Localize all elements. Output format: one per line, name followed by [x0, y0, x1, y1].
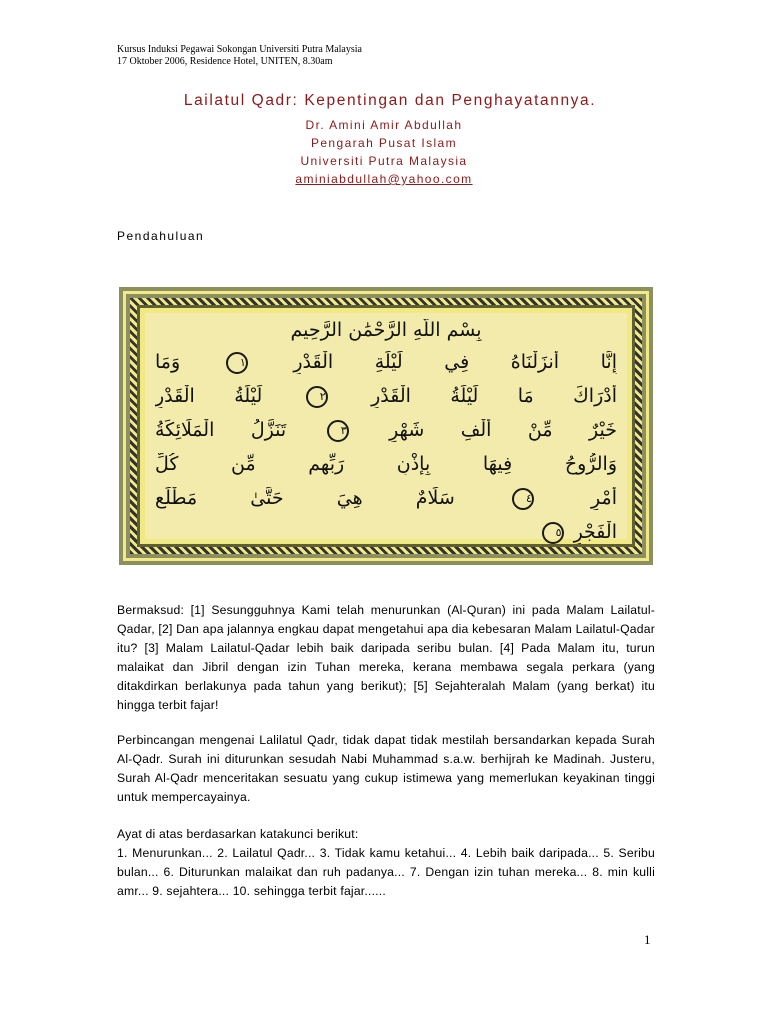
verse-text: سَلَامٌ هِيَ حَتَّىٰ مَطْلَعِ: [155, 487, 455, 509]
verse-text: إِنَّا أَنزَلْنَاهُ فِي لَيْلَةِ الْقَدْرِ: [293, 351, 617, 373]
document-title: Lailatul Qadr: Kepentingan dan Penghayatannya.: [183, 92, 597, 109]
page-number: 1: [644, 932, 651, 947]
title-block: [0, 92, 768, 188]
verse-text: أَمْرٍ: [591, 487, 617, 509]
verse-number-marker: ٤: [512, 488, 534, 510]
verse-text: تَنَزَّلُ الْمَلَائِكَةُ: [155, 419, 287, 441]
verse-text: لَيْلَةُ الْقَدْرِ: [155, 385, 263, 407]
header-course-line: Kursus Induksi Pegawai Sokongan Universiti Putra Malaysia: [117, 44, 362, 55]
keywords-intro: Ayat di atas berdasarkan katakunci berikut:: [117, 827, 359, 841]
keywords-list: 1. Menurunkan... 2. Lailatul Qadr... 3. Tidak kamu ketahui... 4. Lebih baik daripada... 5. Seribu bulan... 6. Diturunkan malaikat dan ruh padanya... 7. Dengan izin tuhan mereka... 8. min kulli amr... 9. sejahtera... 10. sehingga terbit fajar......: [117, 846, 655, 898]
verse-number-marker: ٥: [542, 522, 564, 544]
verse-text: أَدْرَاكَ مَا لَيْلَةُ الْقَدْرِ: [371, 385, 617, 407]
header-date-line: 17 Oktober 2006, Residence Hotel, UNITEN, 8.30am: [117, 56, 333, 67]
author-name: Dr. Amini Amir Abdullah: [305, 118, 463, 132]
section-heading: Pendahuluan: [117, 229, 205, 243]
verse-text: الْفَجْرِ: [573, 521, 617, 543]
author-position: Pengarah Pusat Islam: [310, 136, 458, 150]
verse-number-marker: ١: [226, 352, 248, 374]
verse-number-marker: ٣: [327, 420, 349, 442]
verse-panel: [145, 313, 627, 543]
author-institution: Universiti Putra Malaysia: [300, 154, 468, 168]
verse-text: خَيْرٌ مِّنْ أَلْفِ شَهْرٍ: [389, 419, 617, 441]
quran-verse-image: [119, 287, 653, 565]
verse-line: [155, 419, 617, 442]
verse-line: [155, 351, 617, 374]
verse-number-marker: ٢: [306, 386, 328, 408]
verse-line: [155, 453, 617, 475]
verse-line: [155, 385, 617, 408]
translation-paragraph: Bermaksud: [1] Sesungguhnya Kami telah menurunkan (Al-Quran) ini pada Malam Lailatul-Qadar, [2] Dan apa jalannya engkau dapat mengetahui apa dia kebesaran Malam Lailatul-Qadar itu? [3] Malam Lailatul-Qadar lebih baik daripada seribu bulan. [4] Pada Malam itu, turun malaikat dan Jibril dengan izin Tuhan mereka, kerana membawa segala perkara (yang ditakdirkan berlakunya pada tahun yang berikut); [5] Sejahteralah Malam (yang berkat) itu hingga terbit fajar!: [117, 603, 655, 712]
basmala-line: بِسْمِ اللَّهِ الرَّحْمَٰنِ الرَّحِيمِ: [290, 319, 482, 341]
verse-line: [155, 487, 617, 510]
document-header: [117, 44, 362, 68]
verse-line: [155, 521, 617, 544]
discussion-paragraph: Perbincangan mengenai Lalilatul Qadr, tidak dapat tidak mestilah bersandarkan kepada Surah Al-Qadr. Surah ini diturunkan sesudah Nabi Muhammad s.a.w. berhijrah ke Madinah. Justeru, Surah Al-Qadr menceritakan sesuatu yang cukup istimewa yang memerlukan keyakinan tinggi untuk mempercayainya.: [117, 733, 655, 804]
author-email-link[interactable]: aminiabdullah@yahoo.com: [295, 172, 473, 186]
verse-text: وَالرُّوحُ فِيهَا بِإِذْنِ رَبِّهِم مِّن كُلِّ: [155, 453, 617, 475]
verse-text: وَمَا: [155, 351, 181, 373]
